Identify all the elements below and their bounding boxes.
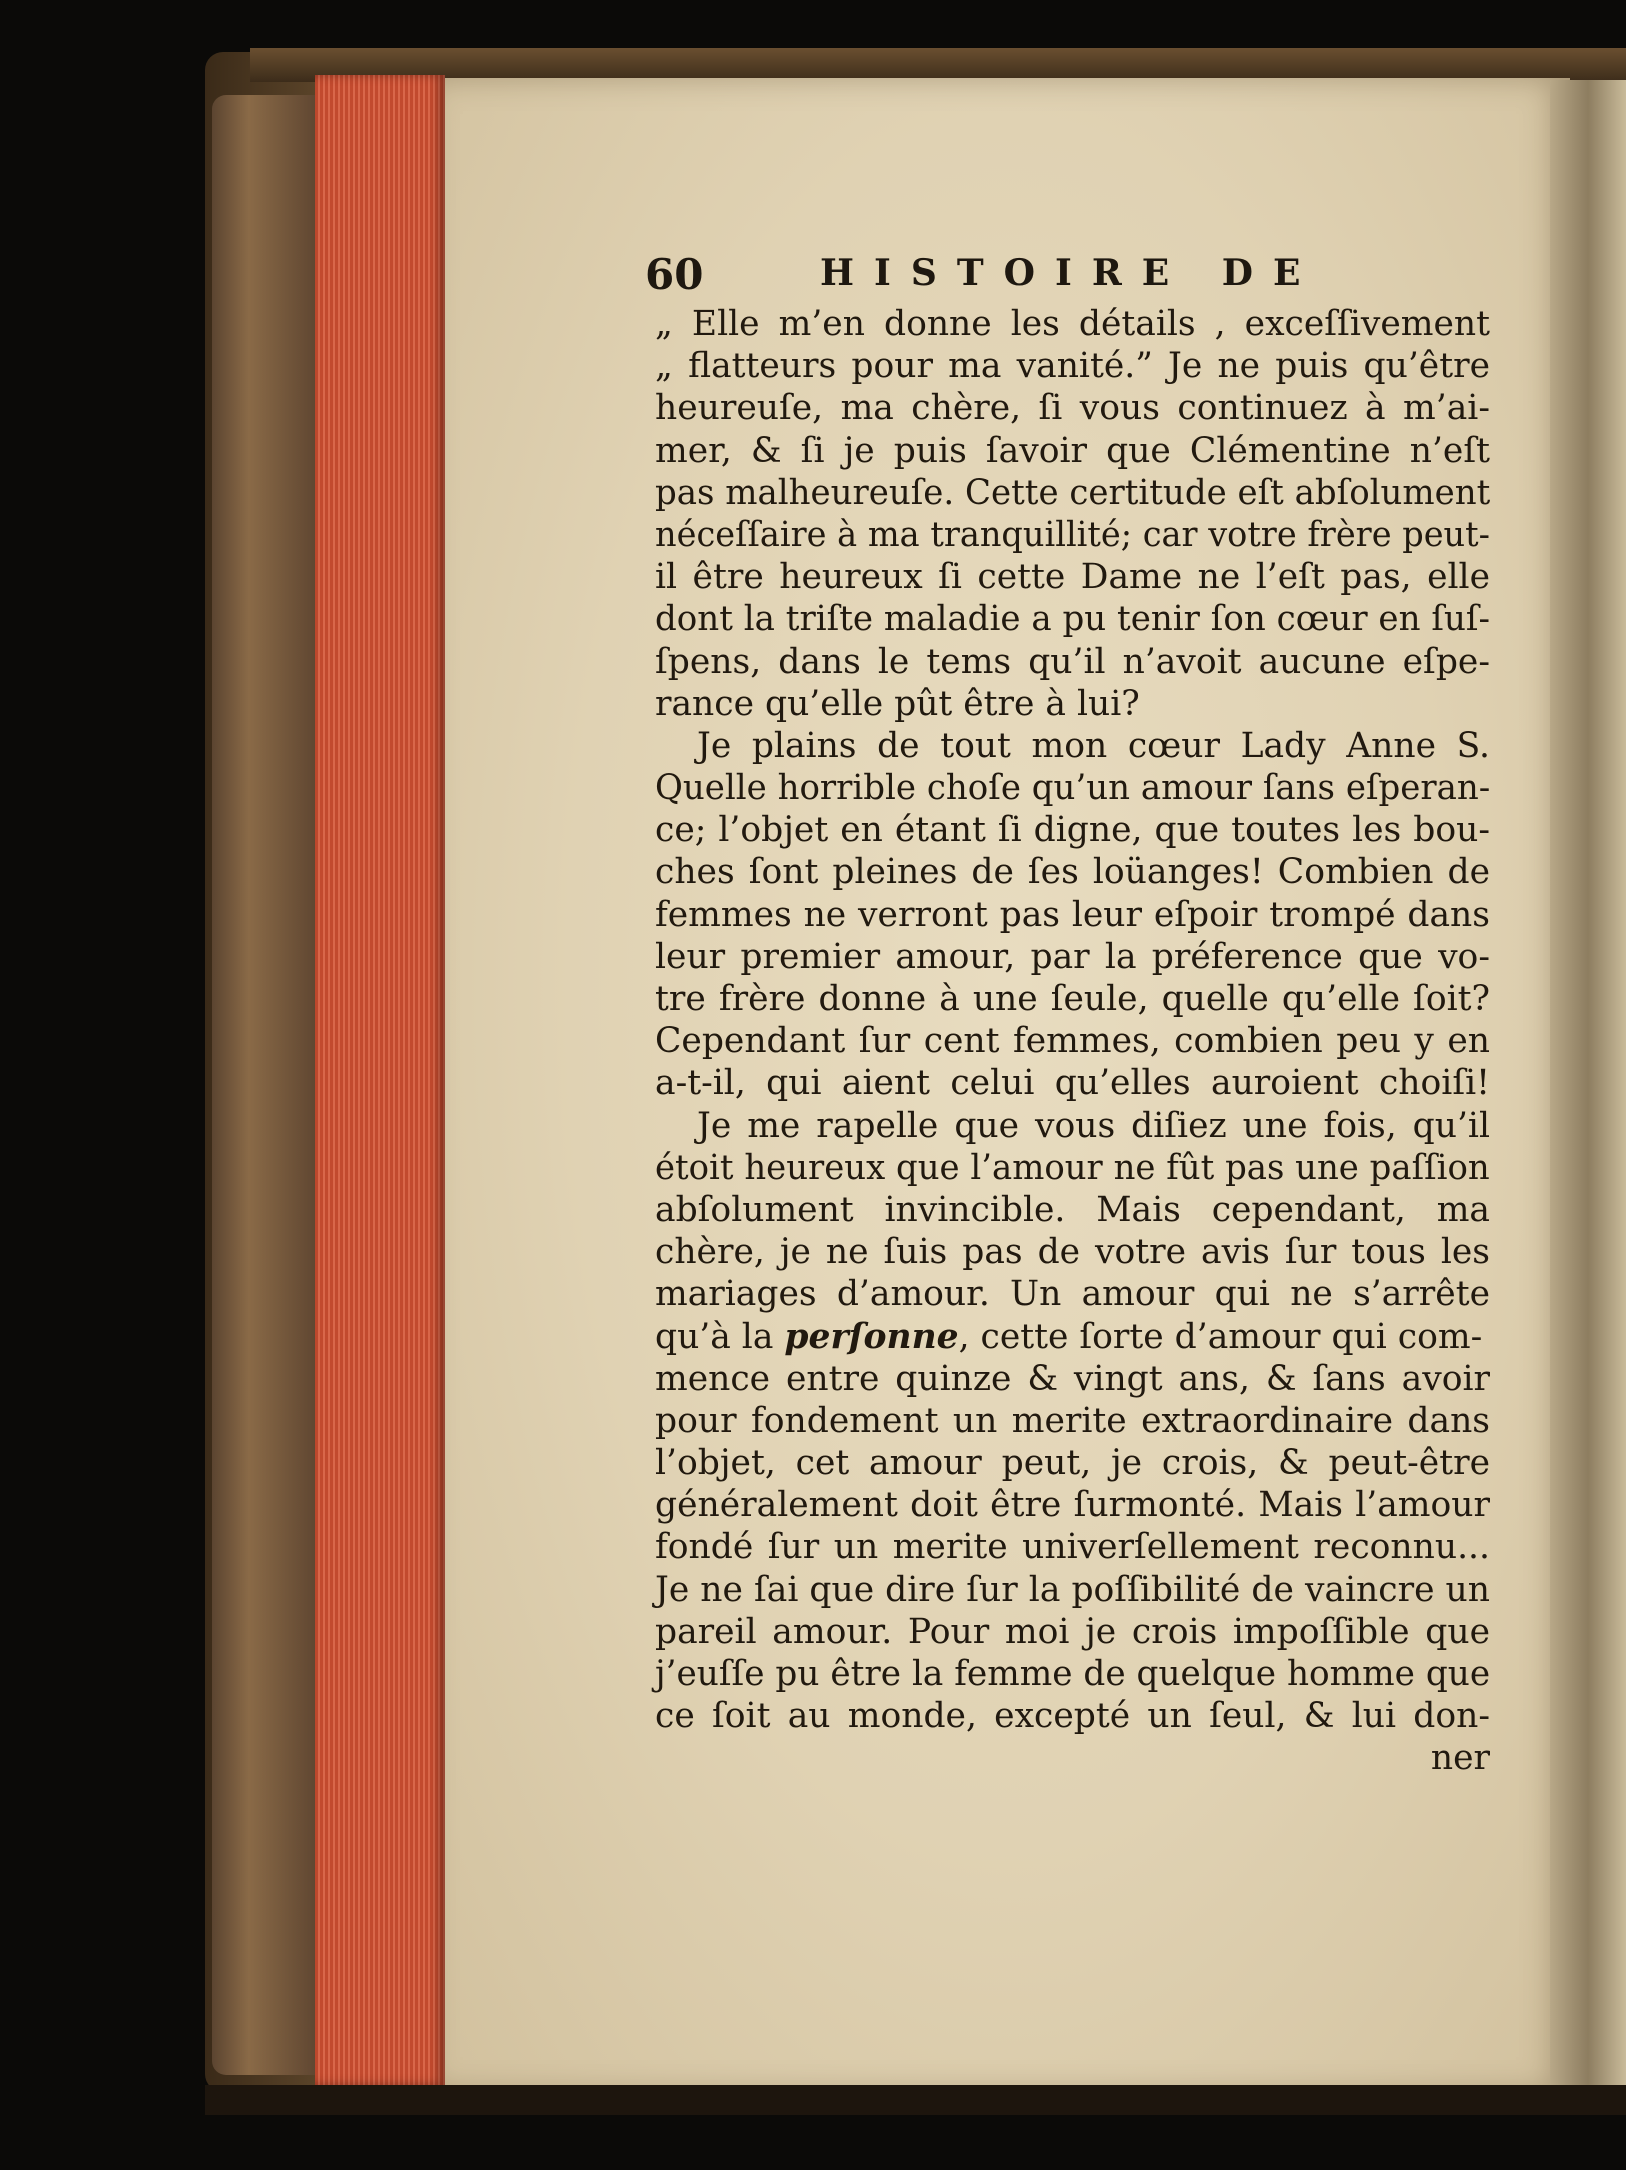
page-edges [315, 75, 445, 2085]
text-line: „ flatteurs pour ma vanité.” Je ne puis qu’être [655, 346, 1490, 387]
text-fragment: , cette ſorte d’amour qui com- [958, 1316, 1483, 1357]
text-line: ſpens, dans le tems qu’il n’avoit aucune eſpe- [655, 641, 1490, 682]
text-line: néceſſaire à ma tranquillité; car votre frère peut- [655, 514, 1490, 555]
text-line: mariages d’amour. Un amour qui ne s’arrête [655, 1274, 1490, 1315]
text-line: rance qu’elle pût être à lui? [655, 683, 1140, 724]
text-line: Je ne ſai que dire ſur la poſſibilité de vaincre un [655, 1569, 1490, 1610]
text-line: a-t-il, qui aient celui qu’elles auroient choiſi! [655, 1063, 1490, 1104]
text-line: il être heureux ſi cette Dame ne l’eſt pas, elle [655, 557, 1490, 598]
cover-top-edge [250, 48, 1626, 82]
text-line: ches ſont pleines de ſes loüanges! Combien de [655, 852, 1490, 893]
text-line: heureuſe, ma chère, ſi vous continuez à m’ai- [655, 388, 1490, 429]
text-line: pareil amour. Pour moi je crois impoſſible que [655, 1611, 1490, 1652]
text-line: leur premier amour, par la préference que vo- [655, 936, 1490, 977]
text-line: mence entre quinze & vingt ans, & ſans avoir [655, 1358, 1490, 1399]
text-line: j’euſſe pu être la femme de quelque homme que [655, 1654, 1491, 1694]
text-line: chère, je ne ſuis pas de votre avis ſur tous les [655, 1232, 1490, 1273]
catchword: ner [1430, 1738, 1490, 1779]
text-line: étoit heureux que l’amour ne fût pas une paſſion [655, 1147, 1490, 1188]
page-gutter [1550, 80, 1626, 2090]
text-line: ce ſoit au monde, excepté un ſeul, & lui don- [655, 1696, 1490, 1737]
page-header [645, 250, 1445, 300]
paragraph-start: Je plains de tout mon cœur Lady Anne S. [697, 725, 1490, 766]
page-number: 60 [645, 250, 704, 299]
body-text [655, 303, 1490, 1780]
text-line: dont la triſte maladie a pu tenir ſon cœur en ſuſ- [655, 599, 1491, 640]
text-line: mer, & ſi je puis ſavoir que Clémentine n’eſt [655, 430, 1490, 471]
text-line: l’objet, cet amour peut, je crois, & peut-être [655, 1443, 1490, 1484]
bottom-shadow [205, 2085, 1626, 2115]
text-line: tre frère donne à une ſeule, quelle qu’elle ſoit? [655, 979, 1490, 1019]
running-title: HISTOIRE DE [820, 252, 1321, 294]
text-line: Cependant ſur cent femmes, combien peu y en [655, 1021, 1490, 1062]
paragraph-start: Je me rapelle que vous diſiez une fois, qu’il [697, 1105, 1490, 1146]
text-line: Quelle horrible choſe qu’un amour ſans eſperan- [655, 768, 1491, 809]
text-line: pas malheureuſe. Cette certitude eſt abſolument [655, 472, 1491, 513]
text-line: généralement doit être ſurmonté. Mais l’amour [655, 1485, 1490, 1526]
text-line-with-italic [655, 1316, 1490, 1358]
text-line: femmes ne verront pas leur eſpoir trompé dans [655, 894, 1490, 935]
text-line: fondé ſur un merite univerſellement reconnu... [655, 1527, 1490, 1568]
text-line: abſolument invincible. Mais cependant, ma [655, 1189, 1490, 1230]
text-line: pour fondement un merite extraordinaire dans [655, 1400, 1490, 1441]
text-fragment: qu’à la [655, 1316, 774, 1357]
text-line: „ Elle m’en donne les détails , exceſſivement [655, 304, 1490, 344]
book-spine [212, 95, 317, 2075]
italic-word: perſonne [784, 1316, 959, 1357]
text-line: ce; l’objet en étant ſi digne, que toutes les bou- [655, 810, 1490, 851]
